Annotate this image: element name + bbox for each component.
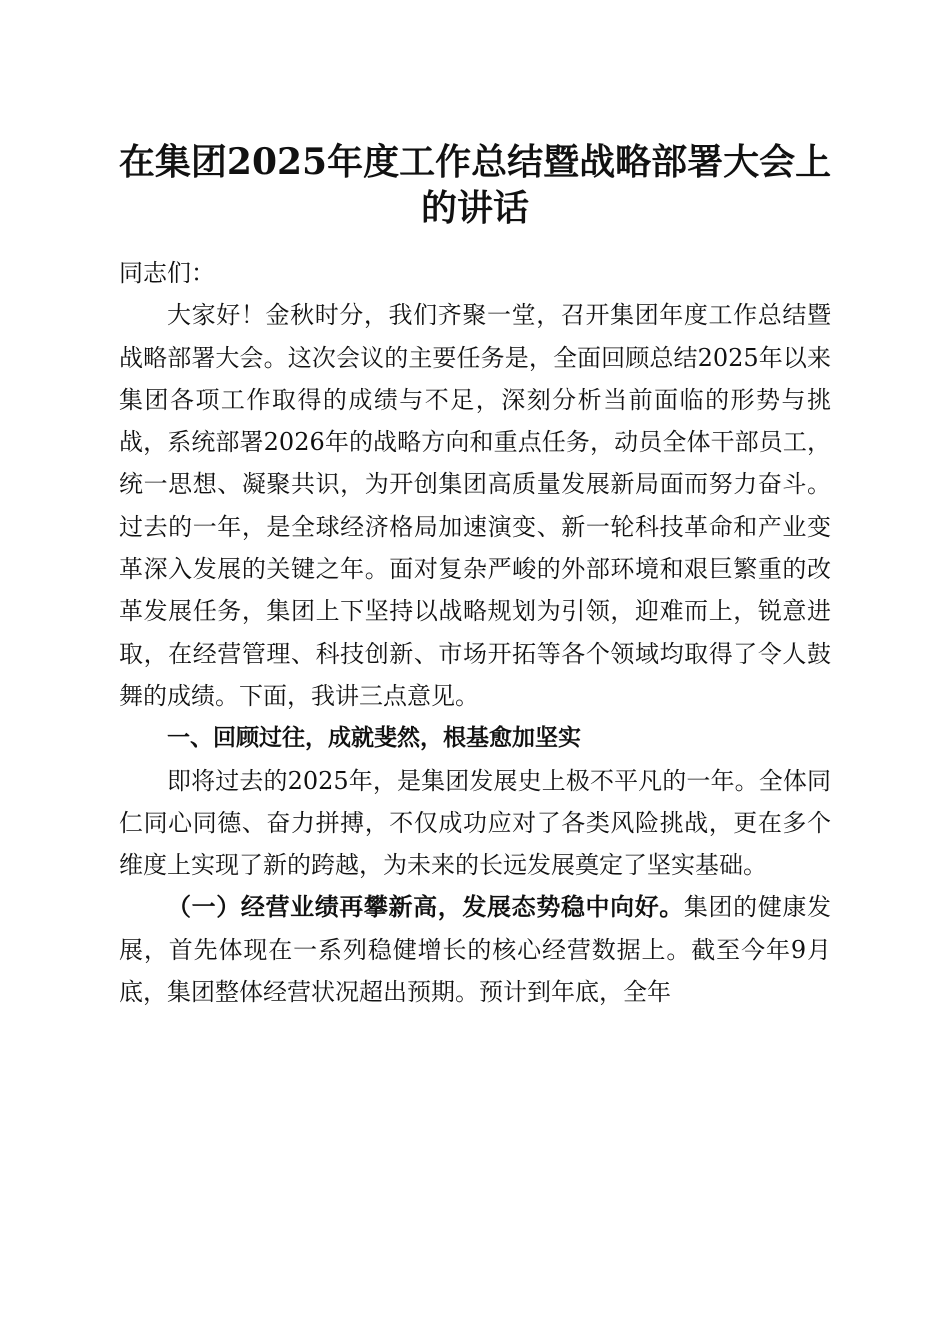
subsection-1-paragraph [119, 886, 831, 1013]
subsection-1-heading: （一）经营业绩再攀新高，发展态势稳中向好。 [167, 892, 684, 922]
salutation: 同志们： [119, 259, 215, 287]
intro-paragraph: 大家好！金秋时分，我们齐聚一堂，召开集团年度工作总结暨战略部署大会。这次会议的主要任务是，全面回顾总结2025年以来集团各项工作取得的成绩与不足，深刻分析当前面临的形势与挑战，系统部署2026年的战略方向和重点任务，动员全体干部员工，统一思想、凝聚共识，为开创集团高质量发展新局面而努力奋斗。过去的一年，是全球经济格局加速演变、新一轮科技革命和产业变革深入发展的关键之年。面对复杂严峻的外部环境和艰巨繁重的改革发展任务，集团上下坚持以战略规划为引领，迎难而上，锐意进取，在经营管理、科技创新、市场开拓等各个领域均取得了令人鼓舞的成绩。下面，我讲三点意见。 [119, 301, 831, 710]
section-1-heading: 一、回顾过往，成就斐然，根基愈加坚实 [167, 725, 581, 752]
document-body [119, 252, 831, 1013]
document-title-line-1: 在集团2025年度工作总结暨战略部署大会上 [118, 141, 832, 183]
subsection-1-text: 集团的健康发展，首先体现在一系列稳健增长的核心经营数据上。截至今年9月底，集团整体经营状况超出预期。预计到年底，全年 [119, 893, 831, 1007]
section-1-paragraph: 即将过去的2025年，是集团发展史上极不平凡的一年。全体同仁同心同德、奋力拼搏，不仅成功应对了各类风险挑战，更在多个维度上实现了新的跨越，为未来的长远发展奠定了坚实基础。 [119, 766, 831, 880]
document-title-line-2: 的讲话 [420, 187, 529, 229]
